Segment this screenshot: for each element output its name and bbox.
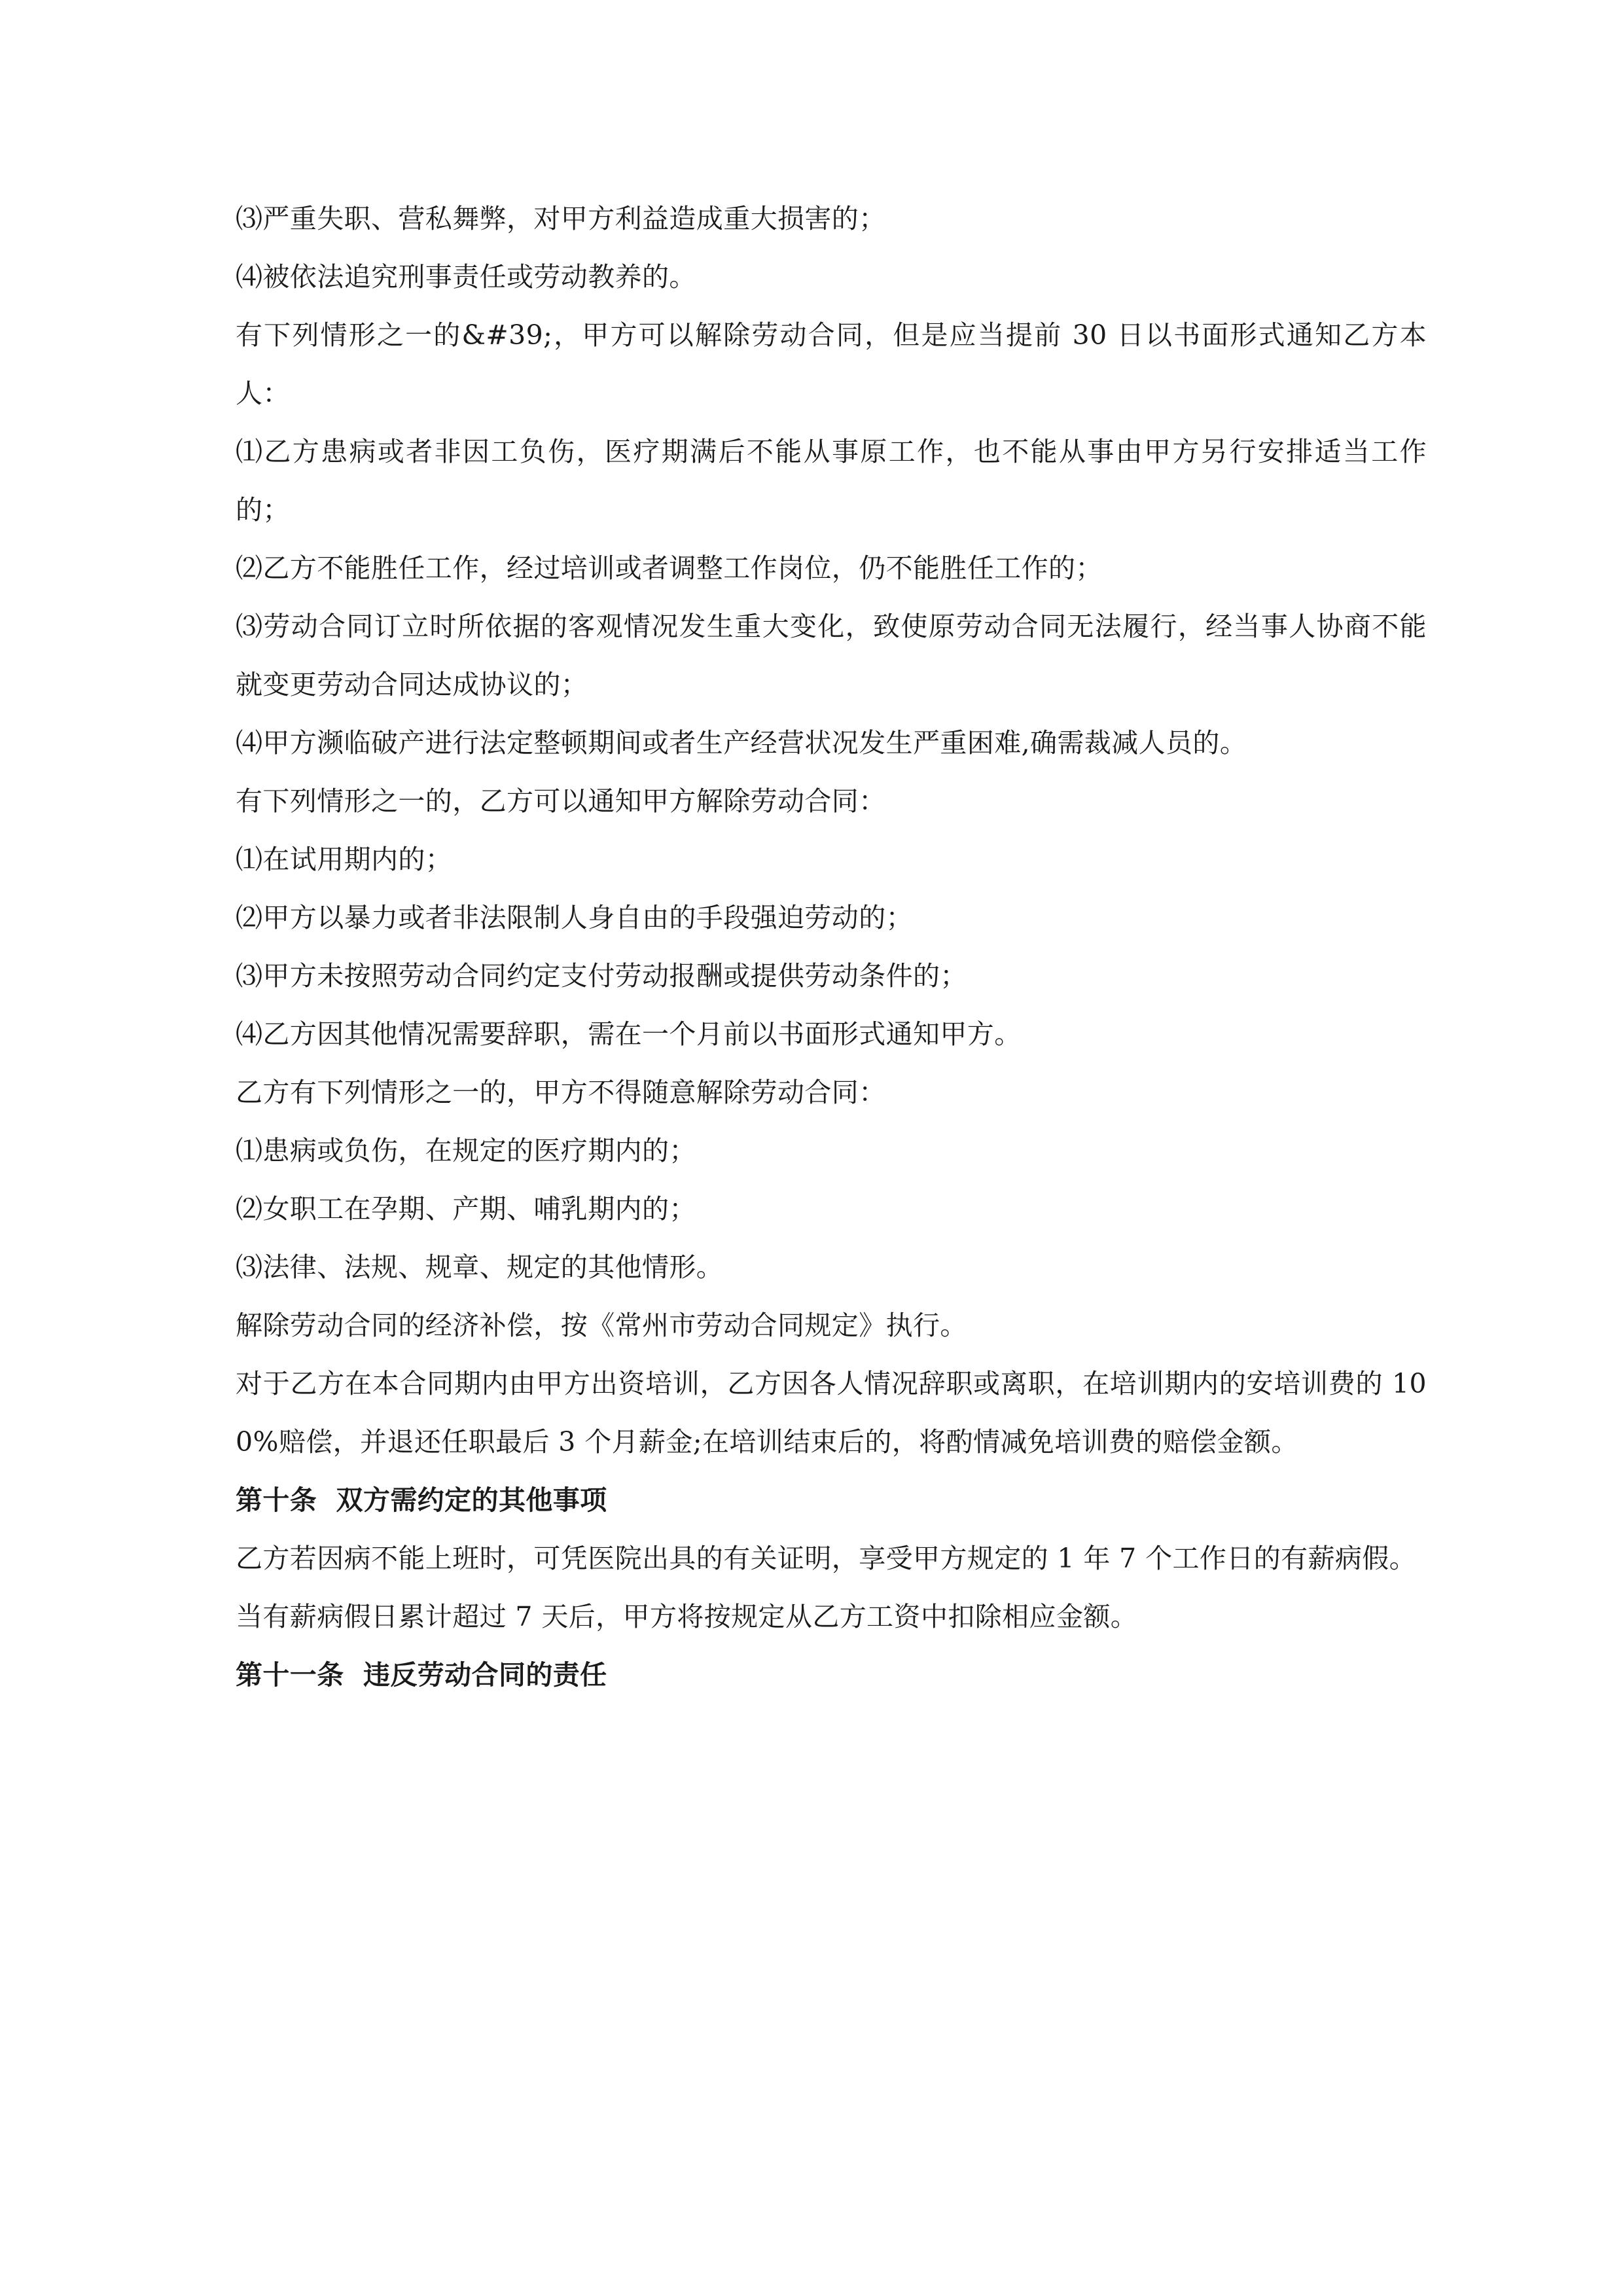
- paragraph: ⑶法律、法规、规章、规定的其他情形。: [236, 1251, 724, 1283]
- paragraph: ⑵女职工在孕期、产期、哺乳期内的；: [236, 1193, 696, 1225]
- paragraph: ⑷乙方因其他情况需要辞职，需在一个月前以书面形式通知甲方。: [236, 1018, 1022, 1050]
- paragraph: 有下列情形之一的&#39;，甲方可以解除劳动合同，但是应当提前 30 日以书面形式通知乙方本人：: [236, 319, 1427, 409]
- paragraph: 对于乙方在本合同期内由甲方出资培训，乙方因各人情况辞职或离职，在培训期内的安培训费的 100%赔偿，并退还任职最后 3 个月薪金;在培训结束后的，将酌情减免培训费的赔偿金额。: [236, 1368, 1427, 1458]
- paragraph: ⑷甲方濒临破产进行法定整顿期间或者生产经营状况发生严重困难,确需裁减人员的。: [236, 727, 1247, 759]
- paragraph: ⑵甲方以暴力或者非法限制人身自由的手段强迫劳动的；: [236, 902, 913, 933]
- paragraph: ⑷被依法追究刑事责任或劳动教养的。: [236, 261, 696, 293]
- paragraph: ⑴在试用期内的；: [236, 844, 453, 875]
- paragraph: ⑴乙方患病或者非因工负伤，医疗期满后不能从事原工作，也不能从事由甲方另行安排适当工作的；: [236, 436, 1427, 526]
- paragraph: 乙方若因病不能上班时，可凭医院出具的有关证明，享受甲方规定的 1 年 7 个工作日的有薪病假。: [236, 1543, 1417, 1574]
- paragraph: ⑴患病或负伤，在规定的医疗期内的；: [236, 1135, 696, 1166]
- section-heading: 第十一条 违反劳动合同的责任: [236, 1659, 607, 1691]
- paragraph: 乙方有下列情形之一的，甲方不得随意解除劳动合同：: [236, 1077, 886, 1108]
- document-body: [236, 190, 1427, 1704]
- paragraph: 当有薪病假日累计超过 7 天后，甲方将按规定从乙方工资中扣除相应金额。: [236, 1601, 1138, 1632]
- section-heading: 第十条 双方需约定的其他事项: [236, 1484, 607, 1516]
- paragraph: 解除劳动合同的经济补偿，按《常州市劳动合同规定》执行。: [236, 1310, 967, 1341]
- paragraph: ⑶严重失职、营私舞弊，对甲方利益造成重大损害的；: [236, 203, 886, 234]
- paragraph: 有下列情形之一的，乙方可以通知甲方解除劳动合同：: [236, 785, 886, 817]
- paragraph: ⑶劳动合同订立时所依据的客观情况发生重大变化，致使原劳动合同无法履行，经当事人协商不能就变更劳动合同达成协议的；: [236, 611, 1427, 700]
- paragraph: ⑶甲方未按照劳动合同约定支付劳动报酬或提供劳动条件的；: [236, 960, 967, 992]
- paragraph: ⑵乙方不能胜任工作，经过培训或者调整工作岗位，仍不能胜任工作的；: [236, 552, 1103, 584]
